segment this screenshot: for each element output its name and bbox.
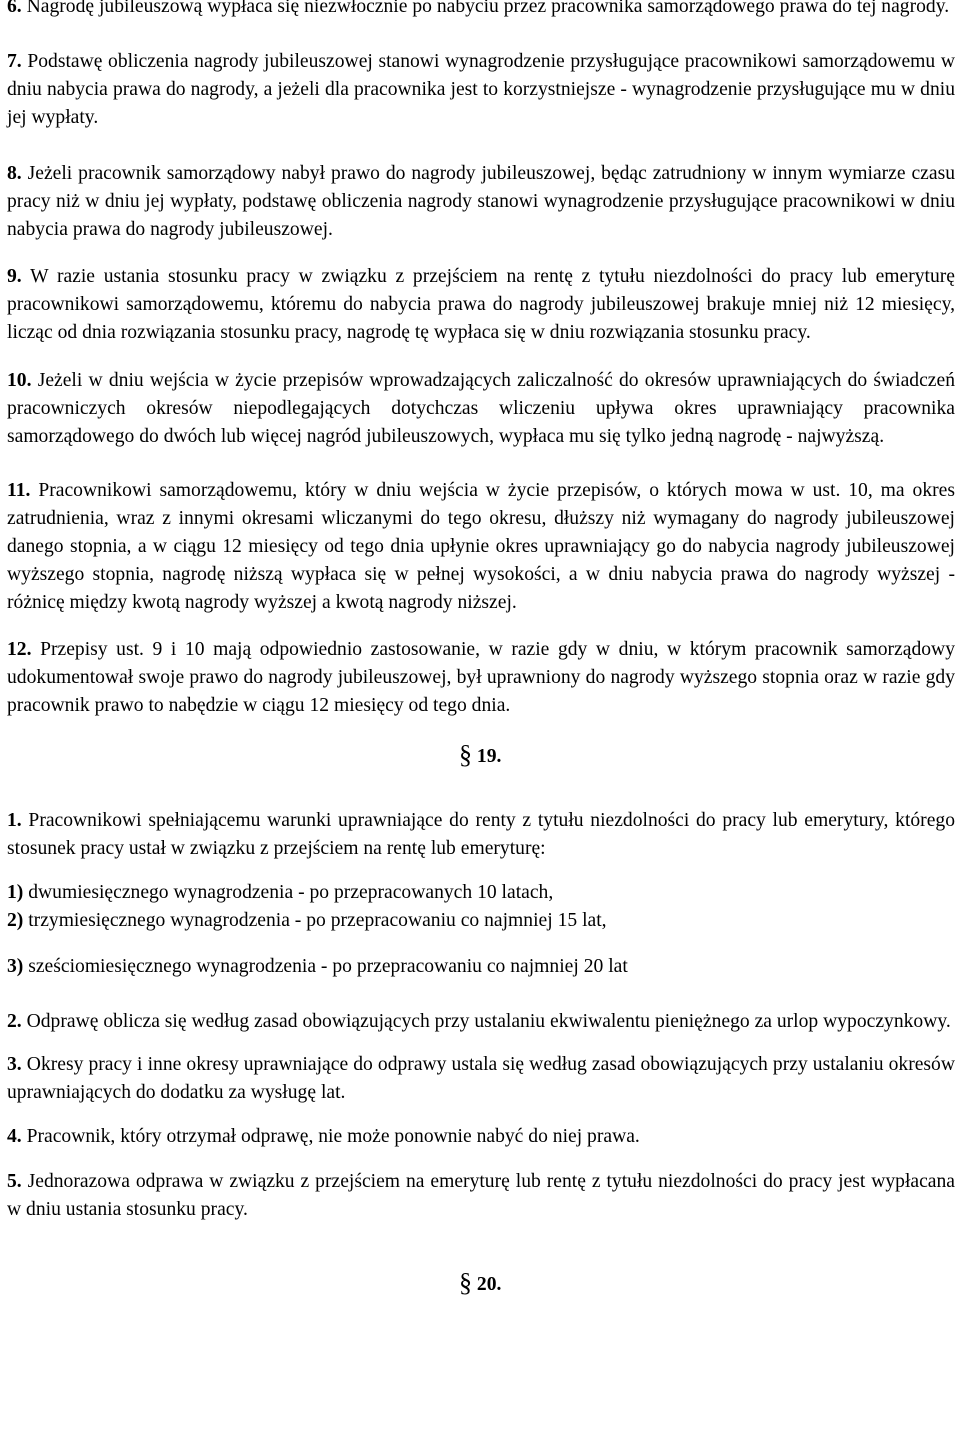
paragraph-text: Odprawę oblicza się według zasad obowiązujących przy ustalaniu ekwiwalentu pieniężnego za urlop wypoczynkowy.: [26, 1011, 951, 1032]
section19-paragraph-3: [7, 1051, 955, 1107]
section-number: 19.: [476, 746, 502, 767]
paragraph-10: [7, 367, 955, 451]
paragraph-text: W razie ustania stosunku pracy w związku z przejściem na rentę z tytułu niezdolności do pracy lub emeryturę pracownikowi samorządowemu, któremu do nabycia prawa do nagrody jubileuszowej brakuje mniej niż 12 miesięcy, licząc od dnia rozwiązania stosunku pracy, nagrodę tę wypłaca się w dniu rozwiązania stosunku pracy.: [7, 266, 955, 343]
list-item-number: 3): [7, 956, 24, 977]
paragraph-text: Przepisy ust. 9 i 10 mają odpowiednio zastosowanie, w razie gdy w dniu, w którym pracownik samorządowy udokumentował swoje prawo do nagrody jubileuszowej, był uprawniony do nagrody wyższego stopnia oraz w razie gdy pracownik prawo to nabędzie w ciągu 12 miesięcy od tego dnia.: [7, 639, 955, 716]
paragraph-text: Pracownikowi spełniającemu warunki uprawniające do renty z tytułu niezdolności do pracy lub emerytury, którego stosunek pracy ustał w związku z przejściem na rentę lub emeryturę:: [7, 810, 955, 859]
paragraph-7: [7, 48, 955, 132]
paragraph-number: 2.: [7, 1011, 22, 1032]
paragraph-9: [7, 263, 955, 347]
list-item-number: 2): [7, 910, 24, 931]
paragraph-8: [7, 160, 955, 244]
document-page: [7, 0, 955, 1299]
paragraph-text: Jeżeli pracownik samorządowy nabył prawo do nagrody jubileuszowej, będąc zatrudniony w innym wymiarze czasu pracy niż w dniu jej wypłaty, podstawę obliczenia nagrody stanowi wynagrodzenie przysługujące pracownikowi w dniu nabycia prawa do nagrody jubileuszowej.: [7, 163, 955, 240]
paragraph-11: [7, 477, 955, 617]
paragraph-number: 5.: [7, 1171, 22, 1192]
paragraph-text: Jeżeli w dniu wejścia w życie przepisów wprowadzających zaliczalność do okresów uprawniających do świadczeń pracowniczych okresów niepodlegających dotychczas wliczeniu upływa okres uprawniający pracownika samorządowego do dwóch lub więcej nagród jubileuszowych, wypłaca mu się tylko jedną nagrodę - najwyższą.: [7, 370, 955, 447]
paragraph-number: 9.: [7, 266, 22, 287]
paragraph-text: Pracownikowi samorządowemu, który w dniu wejścia w życie przepisów, o których mowa w ust. 10, ma okres zatrudnienia, wraz z innymi okresami wliczanymi do tego okresu, dłuższy niż wymagany do nagrody jubileuszowej danego stopnia, a w ciągu 12 miesięcy od tego dnia upłynie okres uprawniający go do nabycia nagrody jubileuszowej wyższego stopnia, nagrodę niższą wypłaca się w pełnej wysokości, a w dniu nabycia prawa do nagrody wyższej - różnicę między kwotą nagrody wyższej a kwotą nagrody niższej.: [7, 480, 955, 613]
paragraph-12: [7, 636, 955, 720]
section-heading-19: [7, 741, 955, 771]
paragraph-number: 1.: [7, 810, 22, 831]
paragraph-6: [7, 0, 955, 21]
section-symbol: §: [459, 1268, 472, 1297]
paragraph-number: 10.: [7, 370, 32, 391]
section-number: 20.: [476, 1274, 502, 1295]
paragraph-number: 8.: [7, 163, 22, 184]
section19-paragraph-5: [7, 1168, 955, 1224]
paragraph-number: 12.: [7, 639, 32, 660]
section-symbol: §: [459, 740, 472, 769]
paragraph-text: Okresy pracy i inne okresy uprawniające do odprawy ustala się według zasad obowiązujących przy ustalaniu okresów uprawniających do dodatku za wysługę lat.: [7, 1054, 955, 1103]
section-heading-20: [7, 1269, 955, 1299]
paragraph-number: 6.: [7, 0, 22, 17]
paragraph-number: 7.: [7, 51, 22, 72]
list-item-number: 1): [7, 882, 24, 903]
paragraph-number: 4.: [7, 1126, 22, 1147]
section19-paragraph-2: [7, 1008, 955, 1036]
section19-paragraph-4: [7, 1123, 955, 1151]
list-item-1: [7, 879, 955, 907]
list-item-text: dwumiesięcznego wynagrodzenia - po przepracowanych 10 latach,: [28, 882, 554, 903]
paragraph-number: 3.: [7, 1054, 22, 1075]
paragraph-text: Nagrodę jubileuszową wypłaca się niezwłocznie po nabyciu przez pracownika samorządowego prawa do tej nagrody.: [26, 0, 950, 17]
paragraph-text: Pracownik, który otrzymał odprawę, nie może ponownie nabyć do niej prawa.: [26, 1126, 640, 1147]
paragraph-number: 11.: [7, 480, 31, 501]
list-item-2: [7, 907, 955, 935]
list-item-3: [7, 953, 955, 981]
list-item-text: trzymiesięcznego wynagrodzenia - po przepracowaniu co najmniej 15 lat,: [28, 910, 607, 931]
paragraph-text: Podstawę obliczenia nagrody jubileuszowej stanowi wynagrodzenie przysługujące pracownikowi samorządowemu w dniu nabycia prawa do nagrody, a jeżeli dla pracownika jest to korzystniejsze - wynagrodzenie przysługujące mu w dniu jej wypłaty.: [7, 51, 955, 128]
paragraph-text: Jednorazowa odprawa w związku z przejściem na emeryturę lub rentę z tytułu niezdolności do pracy jest wypłacana w dniu ustania stosunku pracy.: [7, 1171, 955, 1220]
section19-paragraph-1: [7, 807, 955, 863]
list-item-text: sześciomiesięcznego wynagrodzenia - po przepracowaniu co najmniej 20 lat: [28, 956, 628, 977]
